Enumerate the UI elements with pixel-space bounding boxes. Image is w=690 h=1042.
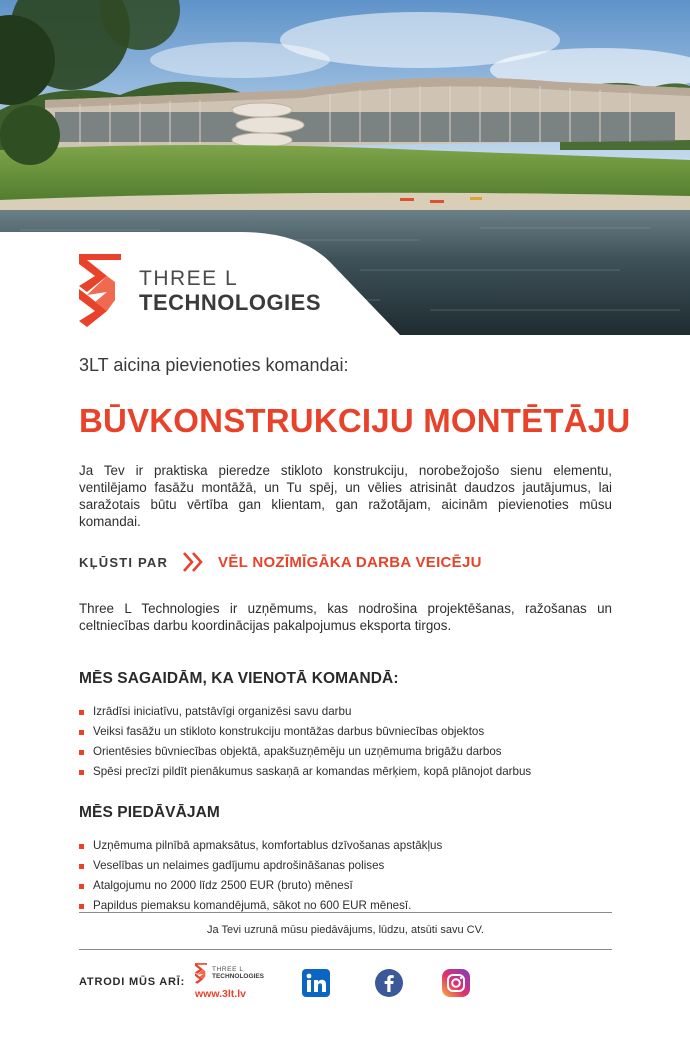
job-title: BŪVKONSTRUKCIJU MONTĒTĀJU	[79, 402, 631, 439]
footer-label: ATRODI MŪS ARĪ:	[79, 976, 186, 988]
website-link[interactable]: www.3lt.lv	[195, 988, 246, 1000]
footer-logo-line2: TECHNOLOGIES	[212, 973, 265, 980]
cv-note: Ja Tevi uzrunā mūsu piedāvājums, lūdzu, atsūti savu CV.	[207, 924, 484, 936]
three-l-logo-icon	[79, 254, 121, 327]
footer-logo	[195, 963, 264, 984]
bullet-icon	[79, 844, 84, 849]
cta-right-text: VĒL NOZĪMĪGĀKA DARBA VEICĒJU	[218, 553, 482, 571]
double-chevron-right-icon	[182, 551, 206, 573]
expectations-list	[79, 702, 612, 782]
invite-text: 3LT aicina pievienoties komandai:	[79, 355, 349, 375]
bullet-icon	[79, 904, 84, 909]
list-item: Izrādīsi iniciatīvu, patstāvīgi organizēsi savu darbu	[79, 702, 612, 722]
list-item: Atalgojumu no 2000 līdz 2500 EUR (bruto) mēnesī	[79, 876, 612, 896]
bullet-icon	[79, 730, 84, 735]
offer-list	[79, 836, 612, 916]
expectations-title: MĒS SAGAIDĀM, KA VIENOTĀ KOMANDĀ:	[79, 670, 399, 687]
bullet-icon	[79, 864, 84, 869]
about-paragraph: Three L Technologies ir uzņēmums, kas nodrošina projektēšanas, ražošanas un celtniecības darbu koordinācijas pakalpojumus eksporta tirgos.	[79, 601, 612, 633]
divider-top	[79, 912, 612, 913]
linkedin-icon[interactable]	[301, 968, 331, 998]
list-item: Uzņēmuma pilnībā apmaksātus, komfortablus dzīvošanas apstākļus	[79, 836, 612, 856]
offer-title: MĒS PIEDĀVĀJAM	[79, 804, 220, 821]
list-item: Papildus piemaksu komandējumā, sākot no 600 EUR mēnesī.	[79, 896, 612, 916]
bullet-icon	[79, 884, 84, 889]
bullet-icon	[79, 750, 84, 755]
footer-logo-line1: THREE L	[212, 965, 244, 973]
cta-left-text: KĻŪSTI PAR	[79, 554, 169, 570]
three-l-logo-icon	[195, 963, 207, 984]
facebook-icon[interactable]	[374, 968, 404, 998]
list-item: Orientēsies būvniecības objektā, apakšuzņēmēju un uzņēmuma brigāžu darbos	[79, 742, 612, 762]
job-ad-content	[79, 355, 631, 916]
list-item: Veselības un nelaimes gadījumu apdrošināšanas polises	[79, 856, 612, 876]
logo-name-line1: THREE L	[139, 266, 239, 290]
intro-paragraph: Ja Tev ir praktiska pieredze stikloto konstrukciju, norobežojošo sienu elementu, ventilējamo fasāžu montāžā, un Tu spēj, un vēlies atrisināt daudzos jautājumus, lai saražotais būtu vērtība gan klientam, gan ražotājam, aicinām pievienoties mūsu komandai.	[79, 463, 612, 529]
company-logo	[79, 254, 321, 327]
list-item: Spēsi precīzi pildīt pienākumus saskaņā ar komandas mērķiem, kopā plānojot darbus	[79, 762, 612, 782]
instagram-icon[interactable]	[441, 968, 471, 998]
list-item: Veiksi fasāžu un stikloto konstrukciju montāžas darbus būvniecības objektos	[79, 722, 612, 742]
divider-bottom	[79, 949, 612, 950]
bullet-icon	[79, 770, 84, 775]
bullet-icon	[79, 710, 84, 715]
logo-name-line2: TECHNOLOGIES	[139, 289, 322, 315]
cta-line	[79, 550, 612, 574]
